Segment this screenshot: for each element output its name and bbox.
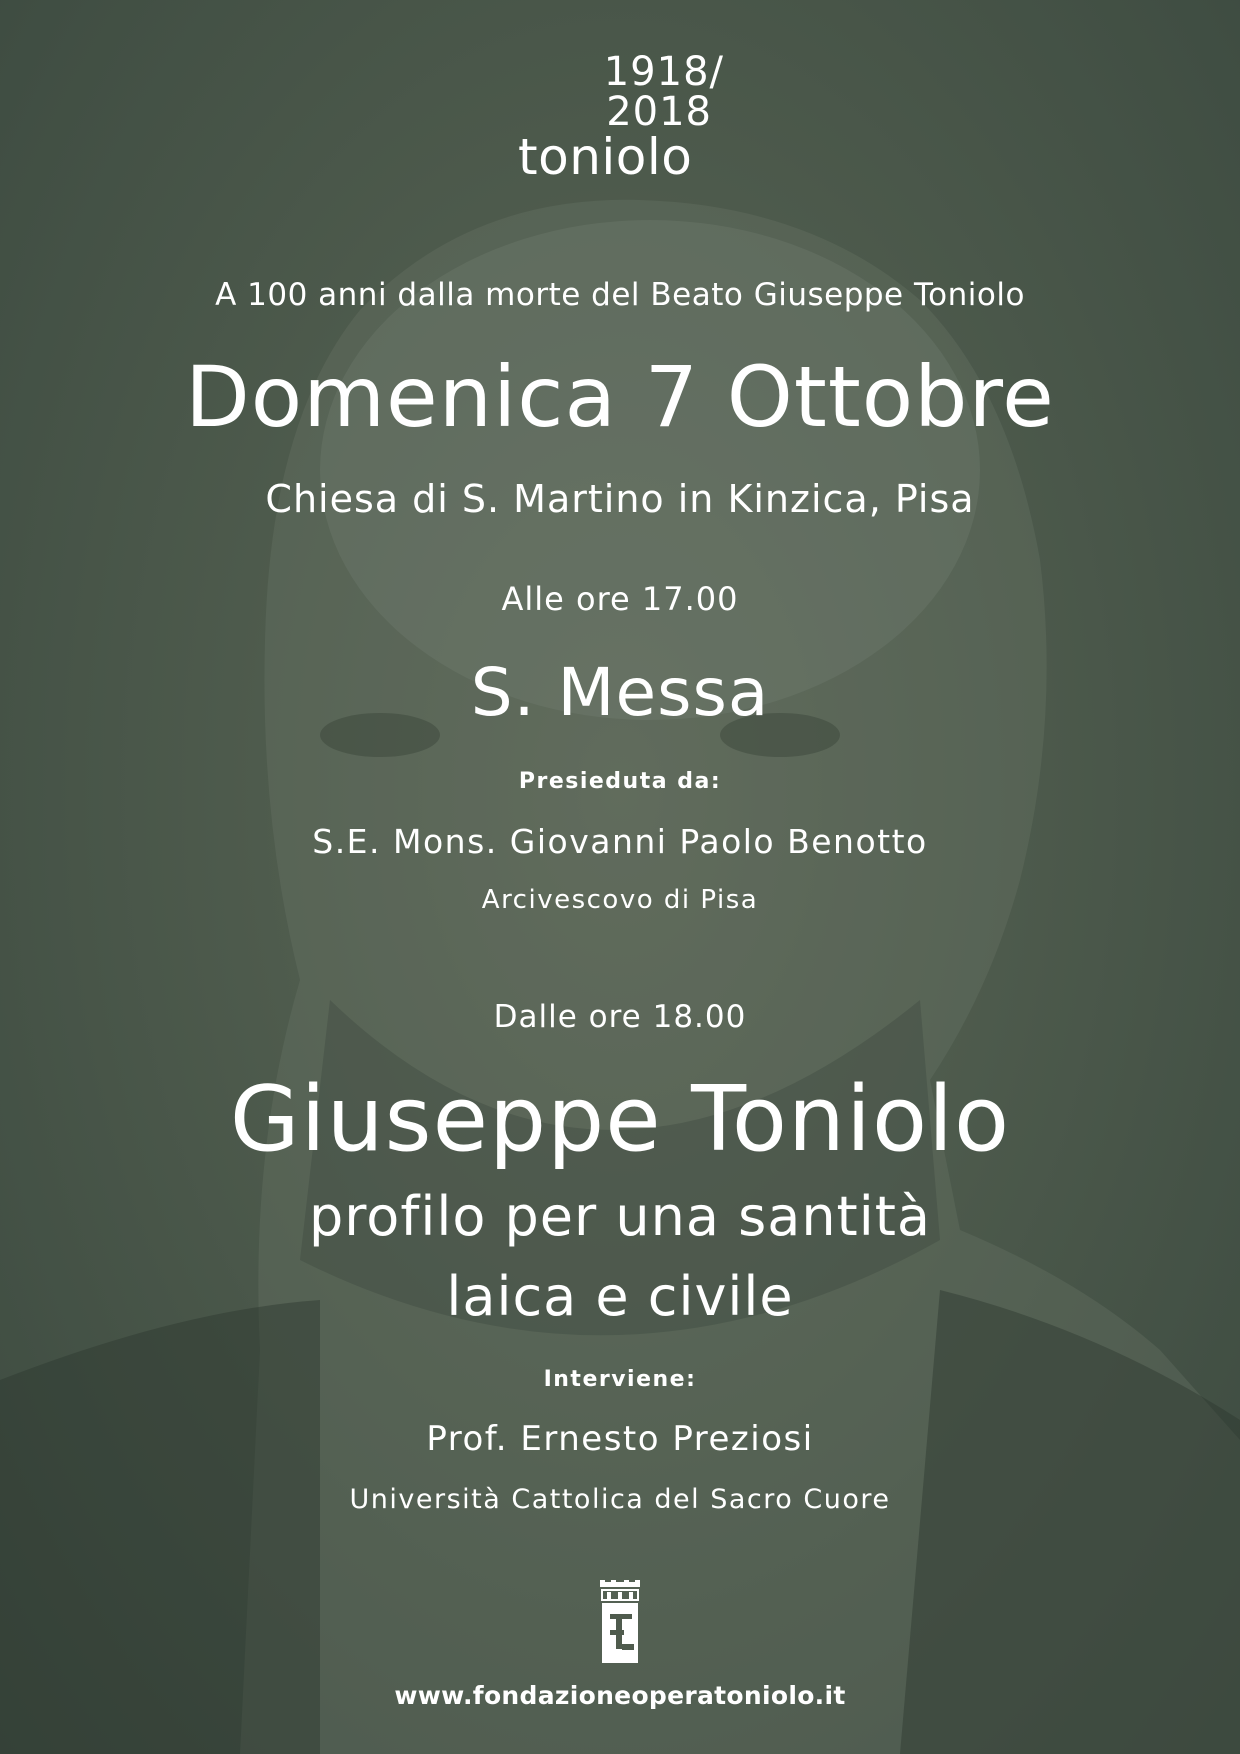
mass-time: Alle ore 17.00 [501,580,739,618]
foundation-tower-emblem-icon [598,1580,642,1666]
mass-title: S. Messa [470,654,770,731]
speaker-affiliation: Università Cattolica del Sacro Cuore [349,1484,891,1515]
conference-time: Dalle ore 18.00 [493,999,747,1035]
conference-subtitle-line-1: profilo per una santità [308,1185,931,1248]
toniolo-centenary-logo [510,49,730,186]
speaker-label: Interviene: [543,1367,697,1392]
event-date: Domenica 7 Ottobre [185,348,1055,446]
logo-year-end: 2018 [606,89,712,135]
conference-subtitle-line-2: laica e civile [446,1265,794,1328]
presider-role: Arcivescovo di Pisa [481,885,759,915]
logo-year-start: 1918/ [603,49,724,95]
intro-text: A 100 anni dalla morte del Beato Giuseppe Toniolo [215,277,1025,313]
event-place: Chiesa di S. Martino in Kinzica, Pisa [265,477,975,521]
website-link[interactable]: www.fondazioneoperatoniolo.it [394,1681,846,1710]
conference-title: Giuseppe Toniolo [229,1067,1011,1172]
presider-name: S.E. Mons. Giovanni Paolo Benotto [312,822,928,861]
speaker-name: Prof. Ernesto Preziosi [426,1419,814,1459]
presided-label: Presieduta da: [518,769,722,794]
logo-name: toniolo [518,128,693,186]
